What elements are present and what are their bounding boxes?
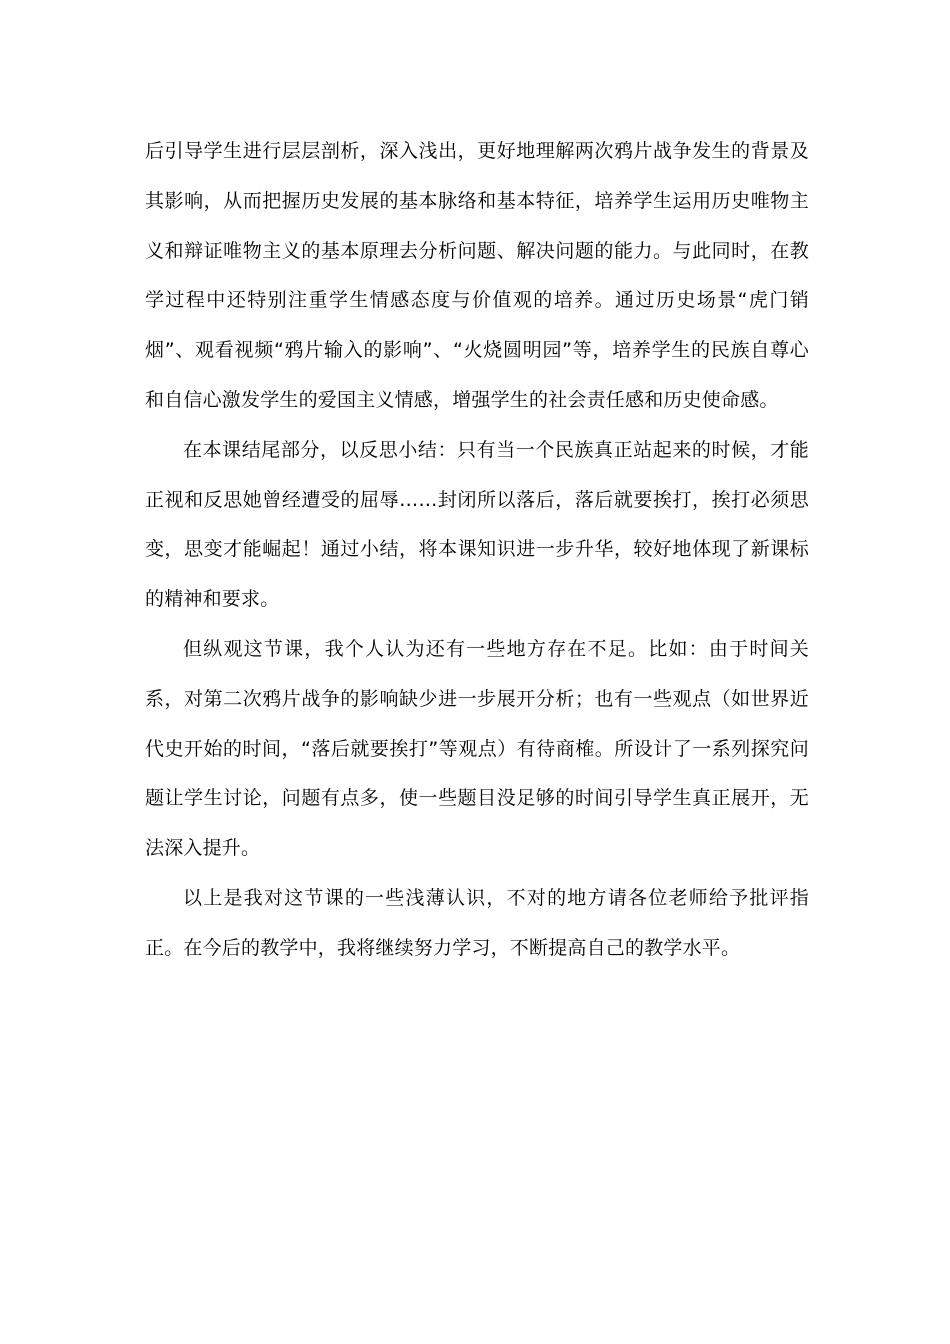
- paragraph-3: 但纵观这节课，我个人认为还有一些地方存在不足。比如：由于时间关系，对第二次鸦片战争的影响缺少进一步展开分析；也有一些观点（如世界近代史开始的时间，“落后就要挨打”等观点）有待商榷。所设计了一系列探究问题让学生讨论，问题有点多，使一些题目没足够的时间引导学生真正展开，无法深入提升。: [145, 637, 809, 860]
- paragraph-1: 后引导学生进行层层剖析，深入浅出，更好地理解两次鸦片战争发生的背景及其影响，从而把握历史发展的基本脉络和基本特征，培养学生运用历史唯物主义和辩证唯物主义的基本原理去分析问题、解决问题的能力。与此同时，在教学过程中还特别注重学生情感态度与价值观的培养。通过历史场景“虎门销烟”、观看视频“鸦片输入的影响”、“火烧圆明园”等，培养学生的民族自尊心和自信心激发学生的爱国主义情感，增强学生的社会责任感和历史使命感。: [145, 140, 809, 411]
- document-page: [145, 127, 809, 974]
- paragraph-2: 在本课结尾部分，以反思小结：只有当一个民族真正站起来的时候，才能正视和反思她曾经遭受的屈辱……封闭所以落后，落后就要挨打，挨打必须思变，思变才能崛起！通过小结，将本课知识进一步升华，较好地体现了新课标的精神和要求。: [145, 438, 809, 611]
- paragraph-4: 以上是我对这节课的一些浅薄认识，不对的地方请各位老师给予批评指正。在今后的教学中，我将继续努力学习，不断提高自己的教学水平。: [145, 886, 809, 959]
